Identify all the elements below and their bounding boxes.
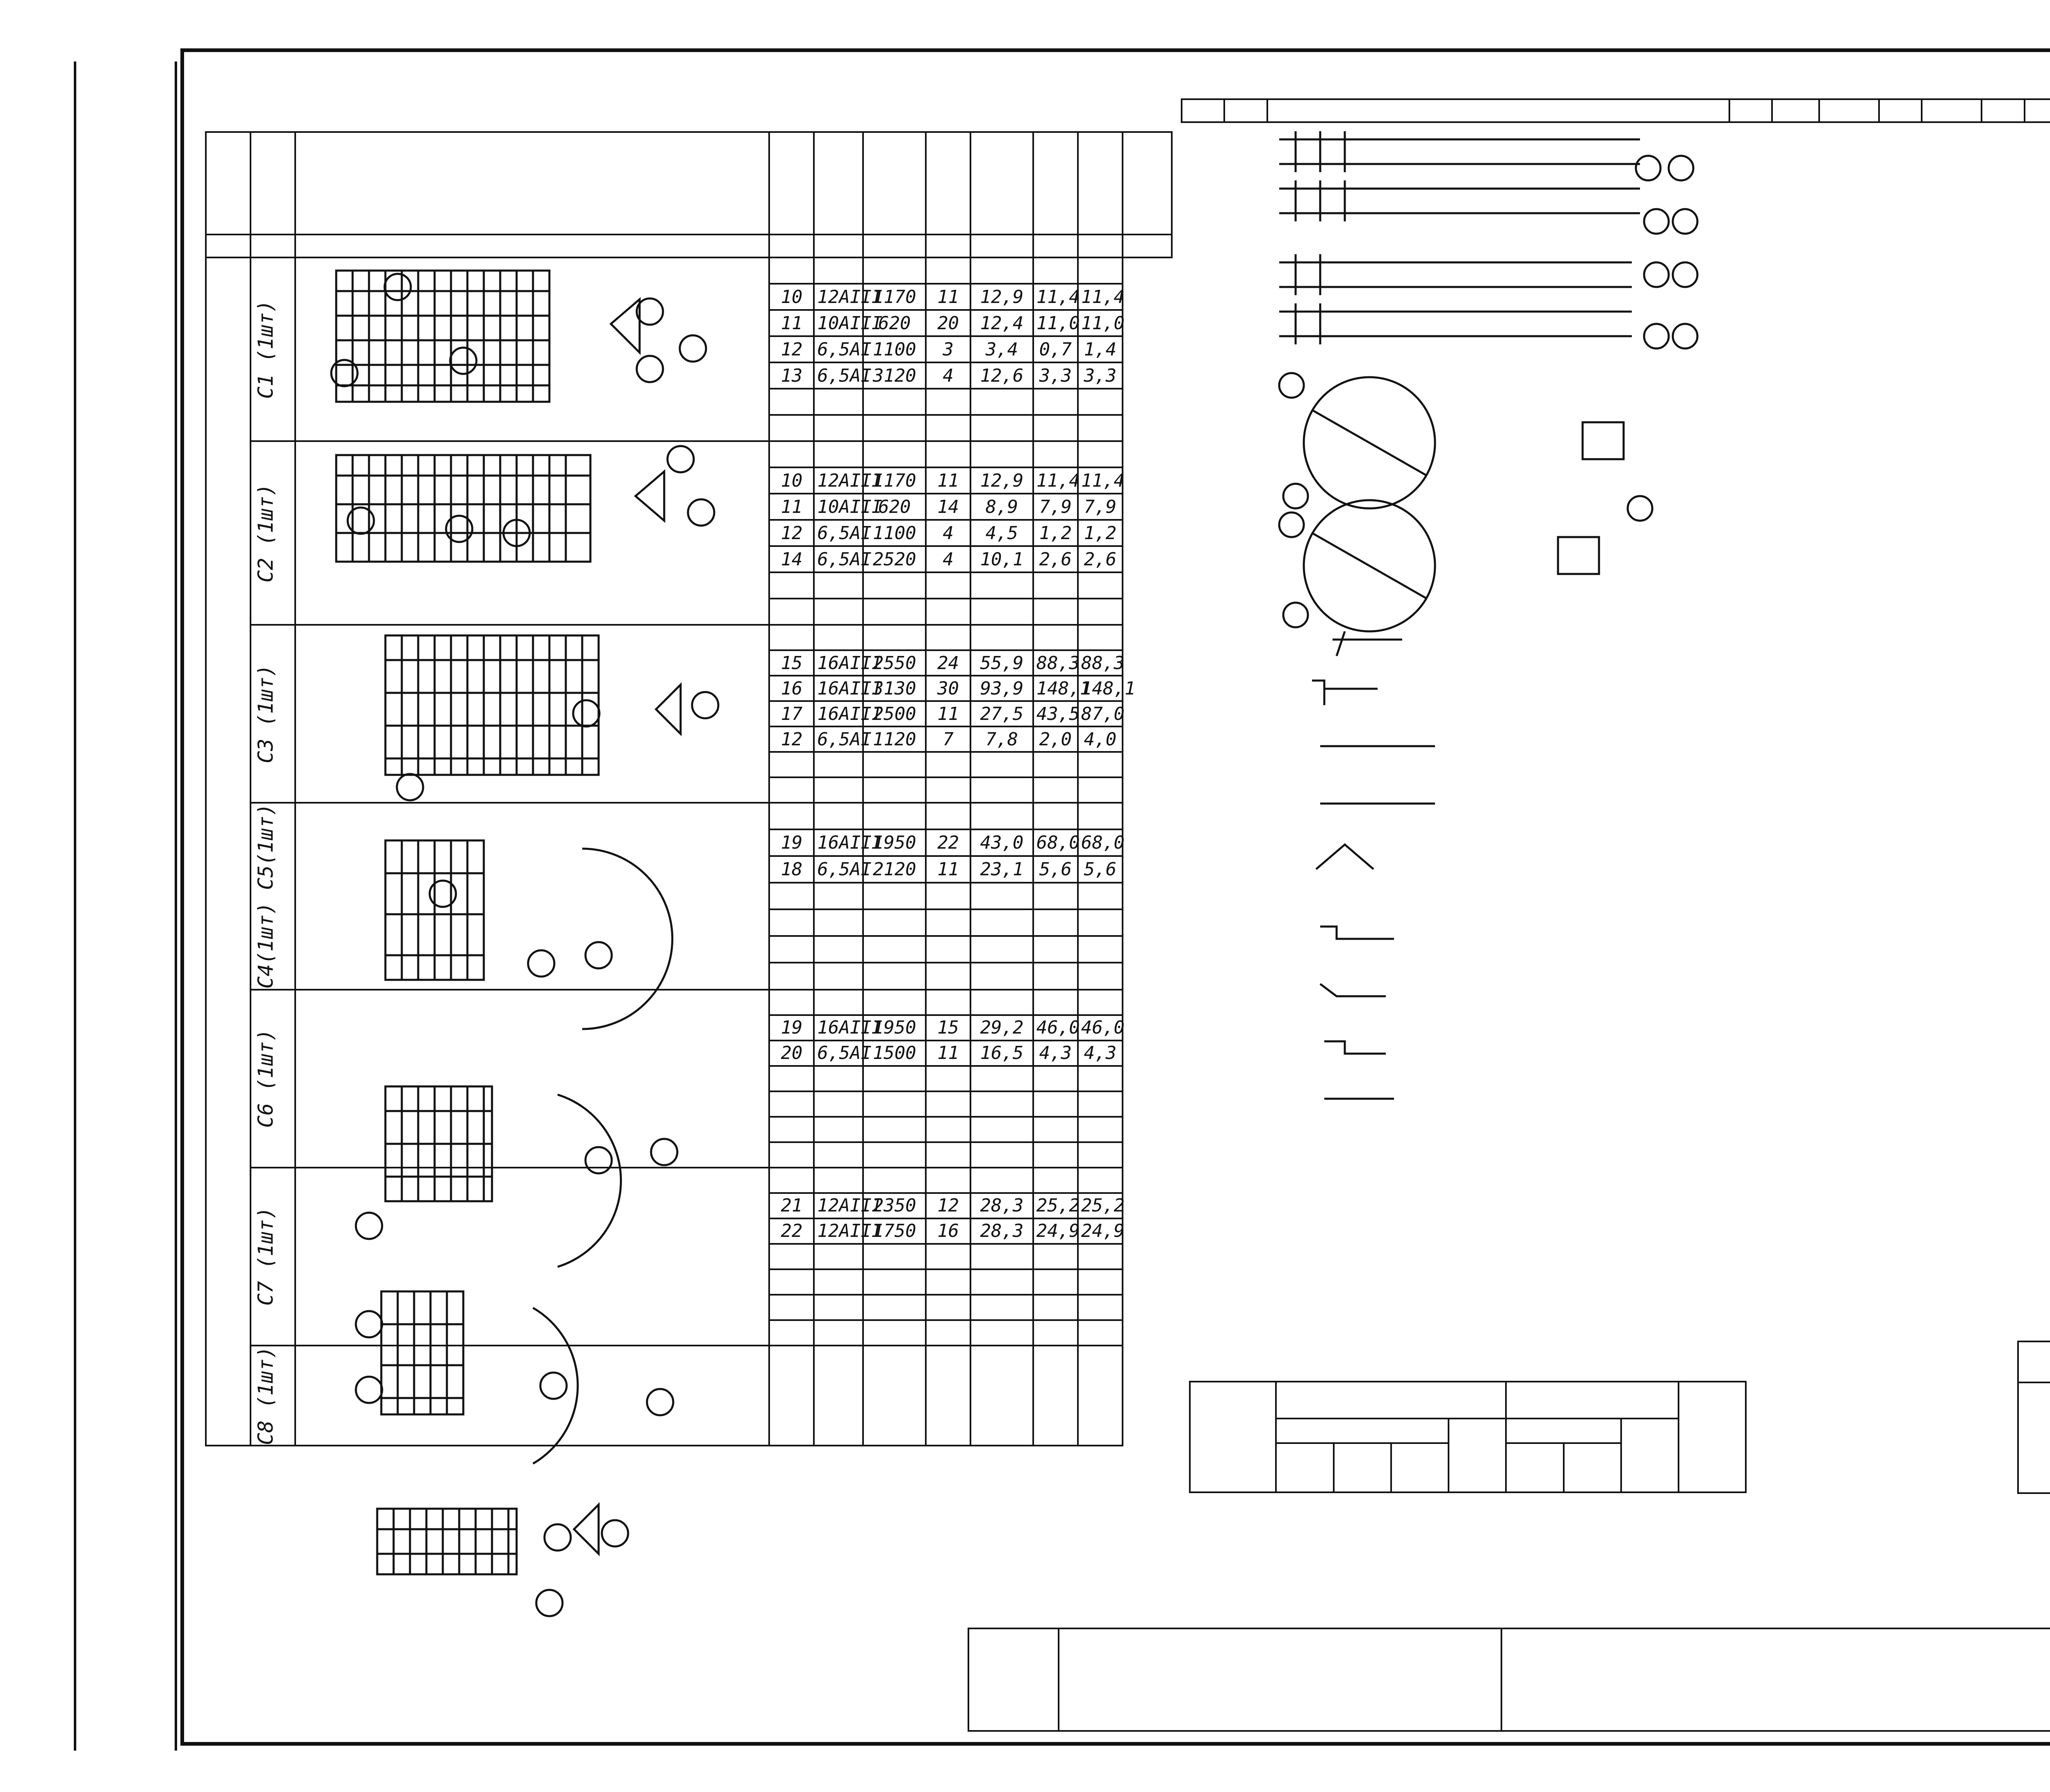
spec-cell: 4 [926,362,970,389]
spec-cell: 12 [769,336,814,362]
spec-cell: 0,7 [1033,336,1078,362]
spec-cell: 2550 [863,650,926,676]
spec-cell: 4,3 [1078,1041,1123,1066]
spec-cell: 2120 [863,856,926,883]
spec-cell: 1100 [863,520,926,546]
spec-cell: 1500 [863,1041,926,1066]
spec2-sketches [1263,123,1706,1132]
title-block [968,1628,2050,1732]
spec-cell: 12,4 [970,310,1033,336]
spec-mark-2: С3 (1шт) [251,625,295,803]
spec-cell: 11,4 [1078,467,1123,494]
indicators-title [2018,1341,2050,1382]
spec-cell: 148,1 [1033,676,1078,701]
spec-cell: 12 [769,726,814,752]
spec-cell: 68,0 [1078,829,1123,856]
spec-cell: 6,5АI [814,726,863,752]
spec-cell: 10 [769,467,814,494]
spec-cell: 12,9 [970,284,1033,310]
spec-cell: 7 [926,726,970,752]
spec-cell: 11 [926,467,970,494]
spec-cell: 16АIII [814,676,863,701]
spec-cell: 68,0 [1033,829,1078,856]
spec-cell: 20 [769,1041,814,1066]
spec-cell: 18 [769,856,814,883]
spec-cell: 5,6 [1033,856,1078,883]
spec-cell: 1170 [863,467,926,494]
spec-cell: 43,0 [970,829,1033,856]
spec-cell: 6,5АI [814,520,863,546]
spec-cell: 11,0 [1033,310,1078,336]
spec-cell: 1,2 [1033,520,1078,546]
spec-cell: 1120 [863,726,926,752]
spec-mark-4: С6 (1шт) [251,990,295,1168]
spec-cell: 46,0 [1078,1015,1123,1041]
spec-cell: 4,5 [970,520,1033,546]
stamp-role-5 [158,553,178,758]
spec-cell: 12АIII [814,1193,863,1218]
spec-cell: 22 [769,1218,814,1244]
spec-cell: 16АIII [814,701,863,726]
spec-cell: 7,9 [1033,494,1078,520]
spec-cell: 12,6 [970,362,1033,389]
spec-cell: 15 [926,1015,970,1041]
spec-cell: 2,6 [1033,546,1078,572]
spec-cell: 8,9 [970,494,1033,520]
spec-cell: 3130 [863,676,926,701]
spec2-table [1181,98,2050,123]
spec-cell: 16АIII [814,1015,863,1041]
spec-element-cell [206,257,251,1446]
spec-cell: 1950 [863,1015,926,1041]
spec-cell: 13 [769,362,814,389]
spec-cell: 11 [769,310,814,336]
spec-cell: 10 [769,284,814,310]
spec-cell: 2,6 [1078,546,1123,572]
spec-cell: 2500 [863,701,926,726]
hdr-c7 [926,132,970,235]
spec-cell: 27,5 [970,701,1033,726]
spec-cell: 7,8 [970,726,1033,752]
stamp-role-4 [135,553,156,758]
tb-year [968,1628,1059,1731]
spec-cell: 43,5 [1033,701,1078,726]
hdr-c10 [1078,132,1123,235]
spec-cell: 6,5АI [814,1041,863,1066]
spec-cell: 6,5АI [814,546,863,572]
spec-cell: 88,3 [1033,650,1078,676]
stamp-role-1 [135,1168,156,1373]
spec-cell: 1,4 [1078,336,1123,362]
spec-cell: 1,2 [1078,520,1123,546]
spec-cell: 6,5АI [814,336,863,362]
spec-cell: 3 [926,336,970,362]
left-stamp [57,61,180,1751]
indicators-table [2017,1341,2050,1494]
spec-cell: 16АIII [814,829,863,856]
spec-cell: 19 [769,1015,814,1041]
spec-cell: 20 [926,310,970,336]
spec-cell: 24,9 [1078,1218,1123,1244]
hdr-c4 [769,132,814,235]
spec-cell: 11 [769,494,814,520]
spec-cell: 88,3 [1078,650,1123,676]
spec-cell: 2520 [863,546,926,572]
spec-cell: 12АIII [814,284,863,310]
spec-cell: 7,9 [1078,494,1123,520]
spec-cell: 30 [926,676,970,701]
spec-cell: 12АIII [814,1218,863,1244]
spec-mark-1: С2 (1шт) [251,441,295,625]
spec-cell: 93,9 [970,676,1033,701]
rebar-selection-title [1190,1341,1746,1382]
spec-cell: 620 [863,494,926,520]
spec-cell: 11 [926,856,970,883]
spec-cell: 11,0 [1078,310,1123,336]
spec-cell: 16 [926,1218,970,1244]
spec-mark-6: С8 (1шт) [251,1346,295,1446]
spec-cell: 3,3 [1033,362,1078,389]
spec-cell: 17 [769,701,814,726]
spec-cell: 1100 [863,336,926,362]
spec-cell: 12АIII [814,467,863,494]
hdr-c1 [206,132,251,235]
spec-cell: 87,0 [1078,701,1123,726]
hdr-c6 [863,132,926,235]
spec-cell: 19 [769,829,814,856]
spec-cell: 3,3 [1078,362,1123,389]
spec-cell: 3,4 [970,336,1033,362]
spec-cell: 2,0 [1033,726,1078,752]
spec-cell: 4 [926,520,970,546]
spec-cell: 2350 [863,1193,926,1218]
spec-cell: 11 [926,1041,970,1066]
col-number-row-2 [1182,99,2050,122]
spec-cell: 11,4 [1078,284,1123,310]
spec2-element-label [1185,615,1218,804]
stamp-name-0 [113,963,133,1127]
spec-element-label [230,902,262,1107]
spec-cell: 10,1 [970,546,1033,572]
spec-cell: 6,5АI [814,856,863,883]
spec-cell: 11,4 [1033,284,1078,310]
spec-mark-5: С7 (1шт) [251,1168,295,1346]
spec-cell: 10АIII [814,310,863,336]
hdr-c5 [814,132,863,235]
spec-cell: 6,5АI [814,362,863,389]
hdr-c3 [295,132,769,235]
spec-cell: 620 [863,310,926,336]
spec-cell: 29,2 [970,1015,1033,1041]
stamp-name-3 [113,184,133,348]
spec-cell: 11 [926,701,970,726]
spec-cell: 4,0 [1078,726,1123,752]
spec-cell: 16АIII [814,650,863,676]
spec-cell: 22 [926,829,970,856]
spec-cell: 3120 [863,362,926,389]
spec-cell: 46,0 [1033,1015,1078,1041]
spec-cell: 12,9 [970,467,1033,494]
spec-cell: 25,2 [1078,1193,1123,1218]
spec-cell: 12 [926,1193,970,1218]
hdr-c2 [251,132,295,235]
stamp-name-2 [158,963,178,1127]
spec-cell: 4 [926,546,970,572]
spec-cell: 5,6 [1078,856,1123,883]
spec-cell: 16,5 [970,1041,1033,1066]
stamp-role-3 [113,553,133,758]
stamp-role-0 [113,1168,133,1373]
tb-title [1501,1628,2050,1731]
spec2-separate-label [1226,648,1259,1017]
spec-cell: 55,9 [970,650,1033,676]
spec-cell: 21 [769,1193,814,1218]
hdr-c9 [1033,132,1078,235]
spec-cell: 25,2 [1033,1193,1078,1218]
hdr-c11 [1123,132,1172,235]
spec-cell: 14 [769,546,814,572]
spec-cell: 1750 [863,1218,926,1244]
rebar-selection-table [1189,1341,1747,1493]
tb-album-desc [1059,1628,1501,1731]
spec-cell: 15 [769,650,814,676]
col-number-row [206,235,1172,257]
stamp-name-4 [135,184,156,348]
spec-cell: 14 [926,494,970,520]
spec-cell: 1170 [863,284,926,310]
stamp-role-2 [158,1168,178,1373]
spec-cell: 28,3 [970,1218,1033,1244]
stamp-city [139,1537,164,1660]
spec-cell: 24 [926,650,970,676]
spec-sketches [287,258,722,1619]
spec-cell: 11 [926,284,970,310]
spec-cell: 11,4 [1033,467,1078,494]
hdr-c8 [970,132,1033,235]
stamp-name-1 [135,963,156,1127]
spec-cell: 148,1 [1078,676,1123,701]
spec-cell: 24,9 [1033,1218,1078,1244]
spec-mark-0: С1 (1шт) [251,257,295,441]
spec-cell: 12 [769,520,814,546]
spec-cell: 23,1 [970,856,1033,883]
spec-cell: 4,3 [1033,1041,1078,1066]
spec-cell: 16 [769,676,814,701]
spec-cell: 28,3 [970,1193,1033,1218]
spec-mark-3: С4(1шт) С5(1шт) [251,803,295,990]
stamp-name-5 [158,184,178,348]
stamp-org [74,1496,107,1751]
spec-cell: 1950 [863,829,926,856]
spec-cell: 10АIII [814,494,863,520]
